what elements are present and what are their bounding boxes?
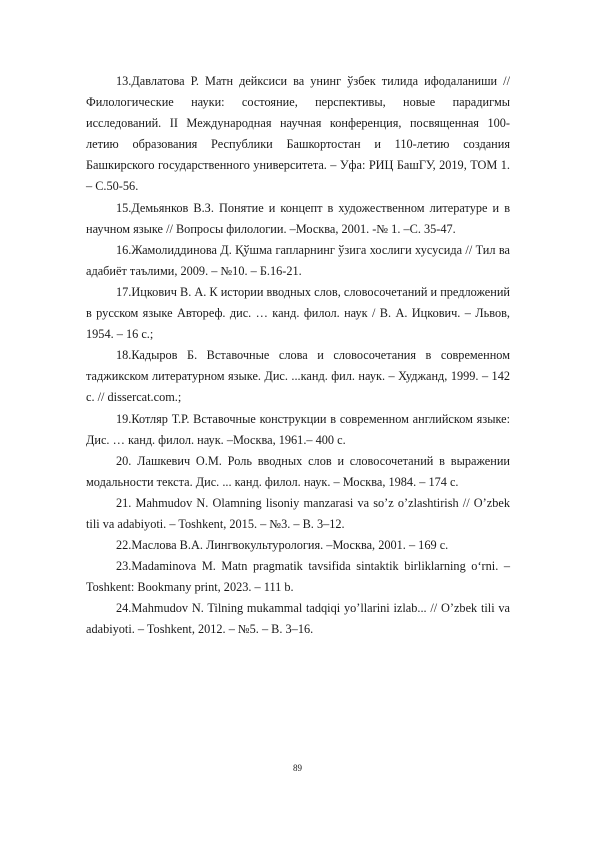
reference-22: 22.Маслова В.А. Лингвокультурология. –Москва, 2001. – 169 с. xyxy=(116,538,449,553)
reference-19: 19.Котляр Т.Р. Вставочные конструкции в современном английском языке: Дис. … канд. филол. наук. –Москва, 1961.– 400 с. xyxy=(86,411,510,447)
page-number: 89 xyxy=(293,763,302,773)
reference-13: 13.Давлатова Р. Матн дейксиси ва унинг ўзбек тилида ифодаланиши // Филологические науки: состояние, перспективы, новые парадигмы исследований. II Международная научная конференция, посвященная 100-летию образования Республики Башкортостан и 110-летию создания Башкирского государственного университета. – Уфа: РИЦ БашГУ, 2019, ТОМ 1. – С.50-56. xyxy=(86,74,510,194)
reference-18: 18.Кадыров Б. Вставочные слова и словосочетания в современном таджикском литературном языке. Дис. ...канд. фил. наук. – Худжанд, 1999. – 142 с. // dissercat.com.; xyxy=(86,348,510,405)
reference-20: 20. Лашкевич О.М. Роль вводных слов и словосочетаний в выражении модальности текста. Дис. ... канд. филол. наук. – Москва, 1984. – 174 с. xyxy=(86,453,510,489)
reference-16: 16.Жамолиддинова Д. Қўшма гапларнинг ўзига хослиги хусусида // Тил ва адабиёт таълими, 2009. – №10. – Б.16-21. xyxy=(86,242,510,278)
reference-21: 21. Mahmudov N. Olamning lisoniy manzarasi va so’z o’zlashtirish // O’zbek tili va adabiyoti. – Toshkent, 2015. – №3. – B. 3–12. xyxy=(86,495,510,531)
reference-list xyxy=(86,71,510,641)
reference-23: 23.Madaminova M. Matn pragmatik tavsifida sintaktik birliklarning o‘rni. – Toshkent: Bookmany print, 2023. – 111 b. xyxy=(86,559,510,595)
reference-24: 24.Mahmudov N. Tilning mukammal tadqiqi yo’llarini izlab... // O’zbek tili va adabiyoti. – Toshkent, 2012. – №5. – B. 3–16. xyxy=(86,601,510,637)
reference-15: 15.Демьянков В.З. Понятие и концепт в художественном литературе и в научном языке // Вопросы филологии. –Москва, 2001. -№ 1. –С. 35-47. xyxy=(86,200,510,236)
reference-17: 17.Ицкович В. А. К истории вводных слов, словосочетаний и предложений в русском языке Автореф. дис. … канд. филол. наук / В. А. Ицкович. – Львов, 1954. – 16 с.; xyxy=(86,284,510,342)
